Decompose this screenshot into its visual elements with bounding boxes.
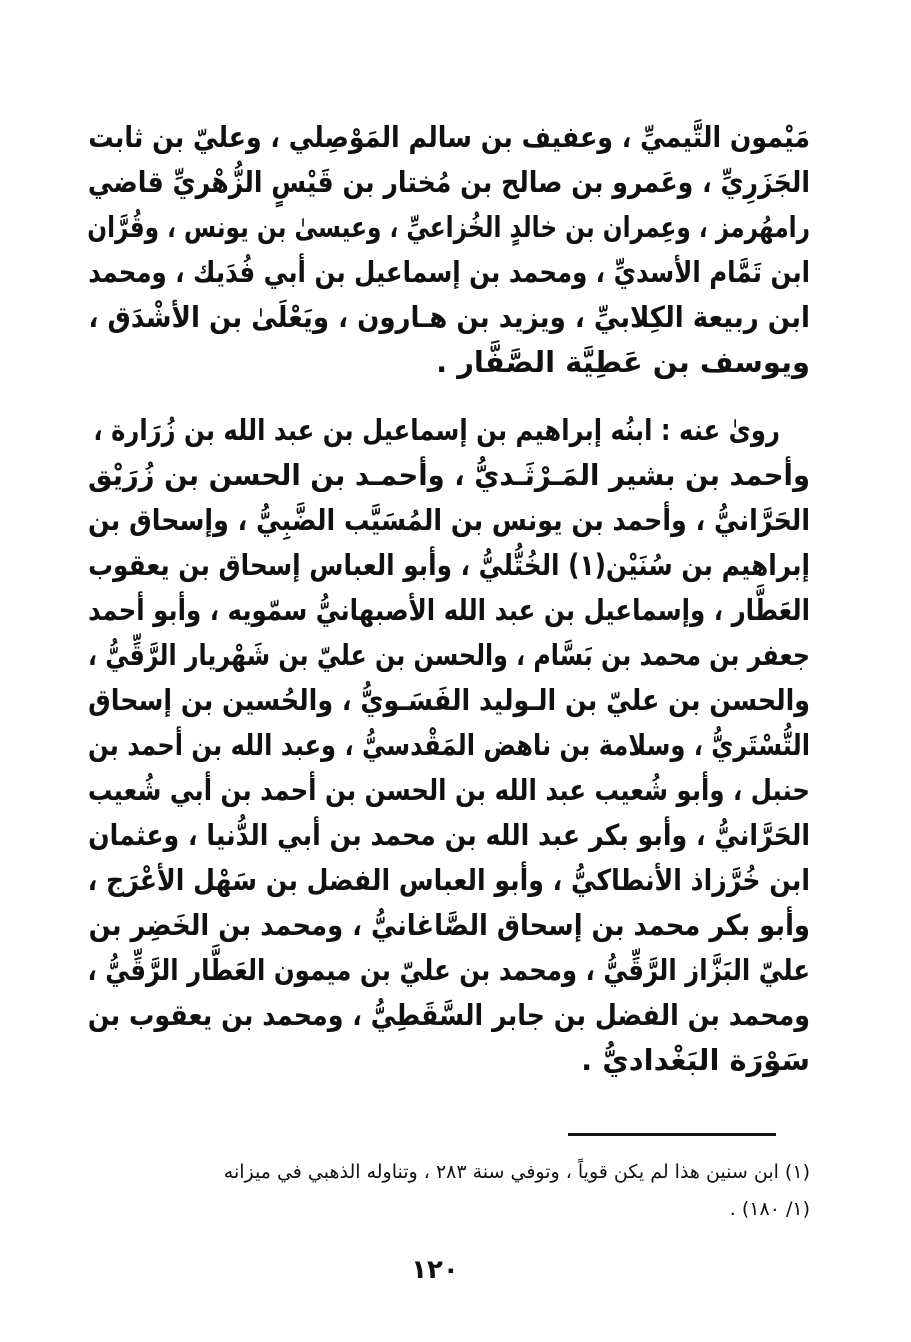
text-line: وأبو بكر محمد بن إسحاق الصَّاغانيُّ ، ومحمد بن الخَضِر بن: [88, 908, 810, 942]
text-line: التُّسْتَريُّ ، وسلامة بن ناهض المَقْدسيُّ ، وعبد الله بن أحمد بن: [88, 728, 810, 762]
text-line: الحَرَّانيُّ ، وأبو بكر عبد الله بن محمد بن أبي الدُّنيا ، وعثمان: [88, 818, 811, 852]
text-line: ابن ربيعة الكِلابيِّ ، ويزيد بن هـارون ، ويَعْلَىٰ بن الأشْدَق ،: [88, 300, 811, 334]
text-line: ابن تَمَّام الأسديِّ ، ومحمد بن إسماعيل بن أبي فُدَيك ، ومحمد: [88, 255, 811, 289]
text-line: جعفر بن محمد بن بَسَّام ، والحسن بن عليّ بن شَهْريار الرَّقِّيُّ ،: [87, 638, 811, 672]
text-line: والحسن بن عليّ بن الـوليد الفَسَـويُّ ، والحُسين بن إسحاق: [88, 683, 810, 717]
text-line: ومحمد بن الفضل بن جابر السَّقَطِيُّ ، ومحمد بن يعقوب بن: [87, 998, 810, 1032]
footnote-separator: [568, 1133, 776, 1136]
text-line: وأحمد بن بشير المَـرْثَـديُّ ، وأحمـد بن الحسن بن زُرَيْق: [87, 458, 811, 492]
footnote-line: (١/ ١٨٠) .: [729, 1198, 810, 1220]
text-line: سَوْرَة البَغْداديُّ .: [581, 1043, 810, 1077]
text-line: ابن خُرَّزاذ الأنطاكيُّ ، وأبو العباس الفضل بن سَهْل الأعْرَج ،: [87, 863, 811, 897]
text-line: روىٰ عنه : ابنُه إبراهيم بن إسماعيل بن عبد الله بن زُرَارة ،: [93, 413, 780, 447]
paragraph-narrated-by: [88, 408, 810, 1083]
text-line: عليّ البَزَّاز الرَّقِّيُّ ، ومحمد بن عليّ بن ميمون العَطَّار الرَّقِّيُّ ،: [87, 953, 810, 987]
paragraph-narrators-from: [88, 115, 810, 385]
text-line: الجَزَرِيِّ ، وعَمرو بن صالح بن مُختار بن قَيْسٍ الزُّهْريِّ قاضي: [87, 165, 810, 199]
text-line: الحَرَّانيُّ ، وأحمد بن يونس بن المُسَيَّب الضَّبِيُّ ، وإسحاق بن: [88, 503, 811, 537]
text-line: رامهُرمز ، وعِمران بن خالدٍ الخُزاعيِّ ، وعيسىٰ بن يونس ، وقُرَّان: [87, 210, 810, 244]
text-line: ويوسف بن عَطِيَّة الصَّفَّار .: [436, 345, 810, 379]
text-line: العَطَّار ، وإسماعيل بن عبد الله الأصبهانيُّ سمّويه ، وأبو أحمد: [88, 593, 811, 627]
page-number: ١٢٠: [411, 1255, 459, 1285]
footnote: [82, 1154, 810, 1228]
text-line: حنبل ، وأبو شُعيب عبد الله بن الحسن بن أحمد بن أبي شُعيب: [87, 773, 810, 807]
footnote-line: (١) ابن سنين هذا لم يكن قوياً ، وتوفي سنة ٢٨٣ ، وتناوله الذهبي في ميزانه: [223, 1161, 810, 1183]
text-line: إبراهيم بن سُنَيْن(١) الخُتُّليُّ ، وأبو العباس إسحاق بن يعقوب: [88, 548, 810, 582]
text-line: مَيْمون التَّيميِّ ، وعفيف بن سالم المَوْصِلي ، وعليّ بن ثابت: [88, 120, 810, 154]
